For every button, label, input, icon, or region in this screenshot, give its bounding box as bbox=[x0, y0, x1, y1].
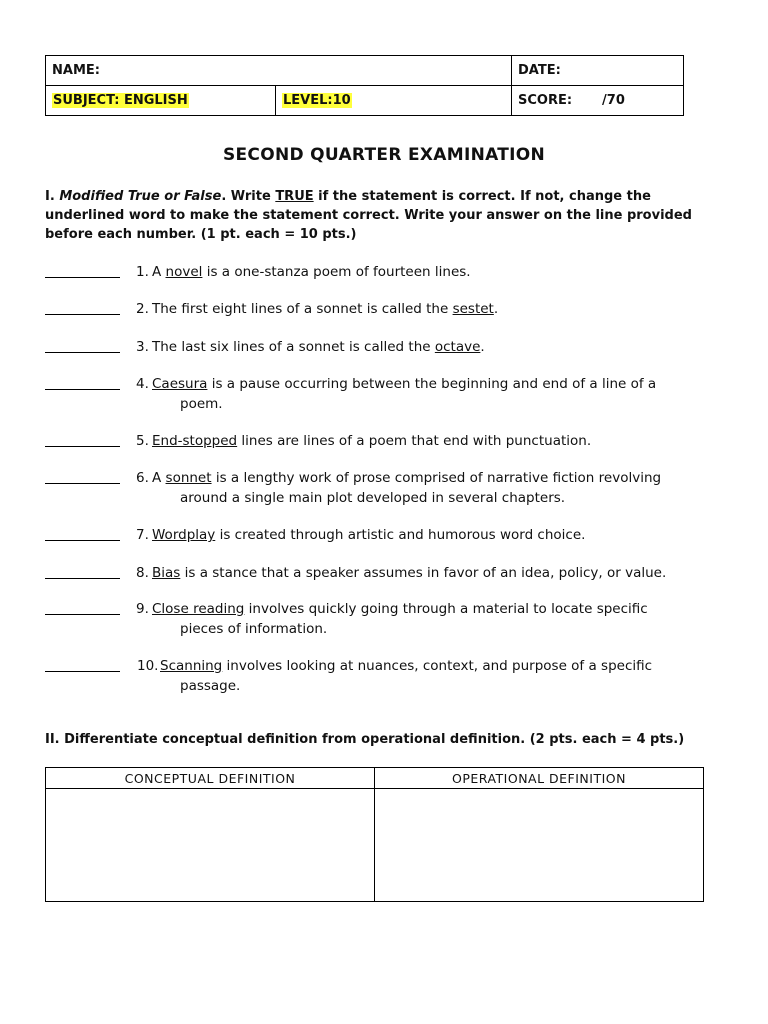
subject-label: SUBJECT: ENGLISH bbox=[53, 93, 188, 108]
question-text-continuation: around a single main plot developed in several chapters. bbox=[180, 489, 566, 506]
student-info-table bbox=[45, 55, 684, 116]
conceptual-definition-answer-cell[interactable] bbox=[46, 789, 375, 902]
answer-blank[interactable] bbox=[45, 352, 120, 353]
question-text-pre: A bbox=[152, 470, 166, 486]
question-text bbox=[152, 263, 712, 283]
underlined-word: Scanning bbox=[160, 658, 223, 674]
conceptual-definition-header: CONCEPTUAL DEFINITION bbox=[46, 768, 375, 789]
score-field[interactable] bbox=[512, 86, 684, 116]
question-text-post: is a lengthy work of prose comprised of narrative fiction revolving bbox=[211, 470, 662, 486]
operational-definition-answer-cell[interactable] bbox=[375, 789, 704, 902]
score-label: SCORE: bbox=[518, 93, 573, 108]
level-label: LEVEL:10 bbox=[283, 93, 351, 108]
question-text-post: involves quickly going through a material to locate specific bbox=[244, 601, 648, 617]
question-text bbox=[152, 375, 712, 395]
question-text-continuation: passage. bbox=[180, 677, 241, 694]
date-label: DATE: bbox=[518, 63, 561, 78]
name-label: NAME: bbox=[52, 63, 100, 78]
exam-title: SECOND QUARTER EXAMINATION bbox=[222, 145, 546, 165]
answer-blank[interactable] bbox=[45, 540, 120, 541]
answer-blank[interactable] bbox=[45, 614, 120, 615]
underlined-word: sestet bbox=[452, 301, 494, 317]
underlined-word: Wordplay bbox=[152, 527, 216, 543]
question-number: 10. bbox=[137, 658, 159, 674]
question-number: 1. bbox=[136, 264, 149, 280]
question-text-post: lines are lines of a poem that end with punctuation. bbox=[237, 433, 592, 449]
question-text bbox=[152, 338, 712, 358]
question-text bbox=[152, 469, 712, 489]
question-text-post: is a one-stanza poem of fourteen lines. bbox=[202, 264, 471, 280]
part1-numeral: I. bbox=[45, 189, 55, 204]
name-field[interactable] bbox=[46, 56, 512, 86]
question-number: 9. bbox=[136, 601, 149, 617]
question-text-pre: A bbox=[152, 264, 166, 280]
question-text-post: involves looking at nuances, context, and purpose of a specific bbox=[222, 658, 653, 674]
question-text-post: . bbox=[480, 339, 485, 355]
question-number: 4. bbox=[136, 376, 149, 392]
question-text-post: is a stance that a speaker assumes in favor of an idea, policy, or value. bbox=[180, 565, 667, 581]
underlined-word: octave bbox=[434, 339, 481, 355]
question-text-post: . bbox=[493, 301, 499, 317]
question-text-post: is created through artistic and humorous word choice. bbox=[215, 527, 586, 543]
answer-blank[interactable] bbox=[45, 578, 120, 579]
question-number: 3. bbox=[136, 339, 149, 355]
question-text bbox=[152, 600, 712, 620]
question-text bbox=[152, 300, 712, 320]
operational-definition-header: OPERATIONAL DEFINITION bbox=[375, 768, 704, 789]
underlined-word: Bias bbox=[152, 565, 181, 581]
question-text-continuation: pieces of information. bbox=[180, 620, 328, 637]
question-number: 6. bbox=[136, 470, 149, 486]
question-text-pre: The last six lines of a sonnet is called the bbox=[152, 339, 435, 355]
question-text-post: is a pause occurring between the beginning and end of a line of a bbox=[207, 376, 657, 392]
answer-blank[interactable] bbox=[45, 671, 120, 672]
underlined-word: sonnet bbox=[165, 470, 212, 486]
part1-type: Modified True or False bbox=[59, 189, 222, 204]
question-text bbox=[152, 526, 712, 546]
part1-instr-a: . Write bbox=[221, 189, 276, 204]
question-text-continuation: poem. bbox=[180, 395, 223, 412]
part1-instr-true: TRUE bbox=[275, 189, 314, 204]
date-field[interactable] bbox=[512, 56, 684, 86]
answer-blank[interactable] bbox=[45, 277, 120, 278]
score-total: /70 bbox=[602, 93, 625, 108]
question-text-pre: The first eight lines of a sonnet is called the bbox=[152, 301, 453, 317]
question-text bbox=[160, 657, 720, 677]
answer-blank[interactable] bbox=[45, 314, 120, 315]
question-number: 5. bbox=[136, 433, 149, 449]
question-text bbox=[152, 432, 712, 452]
question-number: 8. bbox=[136, 565, 149, 581]
underlined-word: novel bbox=[165, 264, 203, 280]
question-text bbox=[152, 564, 712, 584]
part1-instr-b: if the statement is correct. If not, change the underlined word to make the statement correct. Write your answer on the line provided before each number. (1 pt. each = 10 pts.) bbox=[45, 189, 692, 242]
underlined-word: End-stopped bbox=[152, 433, 238, 449]
underlined-word: Close reading bbox=[152, 601, 245, 617]
answer-blank[interactable] bbox=[45, 389, 120, 390]
underlined-word: Caesura bbox=[152, 376, 208, 392]
answer-blank[interactable] bbox=[45, 483, 120, 484]
answer-blank[interactable] bbox=[45, 446, 120, 447]
level-cell bbox=[276, 86, 512, 116]
part2-instructions: II. Differentiate conceptual definition from operational definition. (2 pts. each = 4 pts.) bbox=[45, 732, 685, 747]
definition-table bbox=[45, 767, 704, 902]
subject-cell bbox=[46, 86, 276, 116]
question-number: 2. bbox=[136, 301, 149, 317]
question-number: 7. bbox=[136, 527, 149, 543]
part1-instructions bbox=[45, 187, 715, 244]
